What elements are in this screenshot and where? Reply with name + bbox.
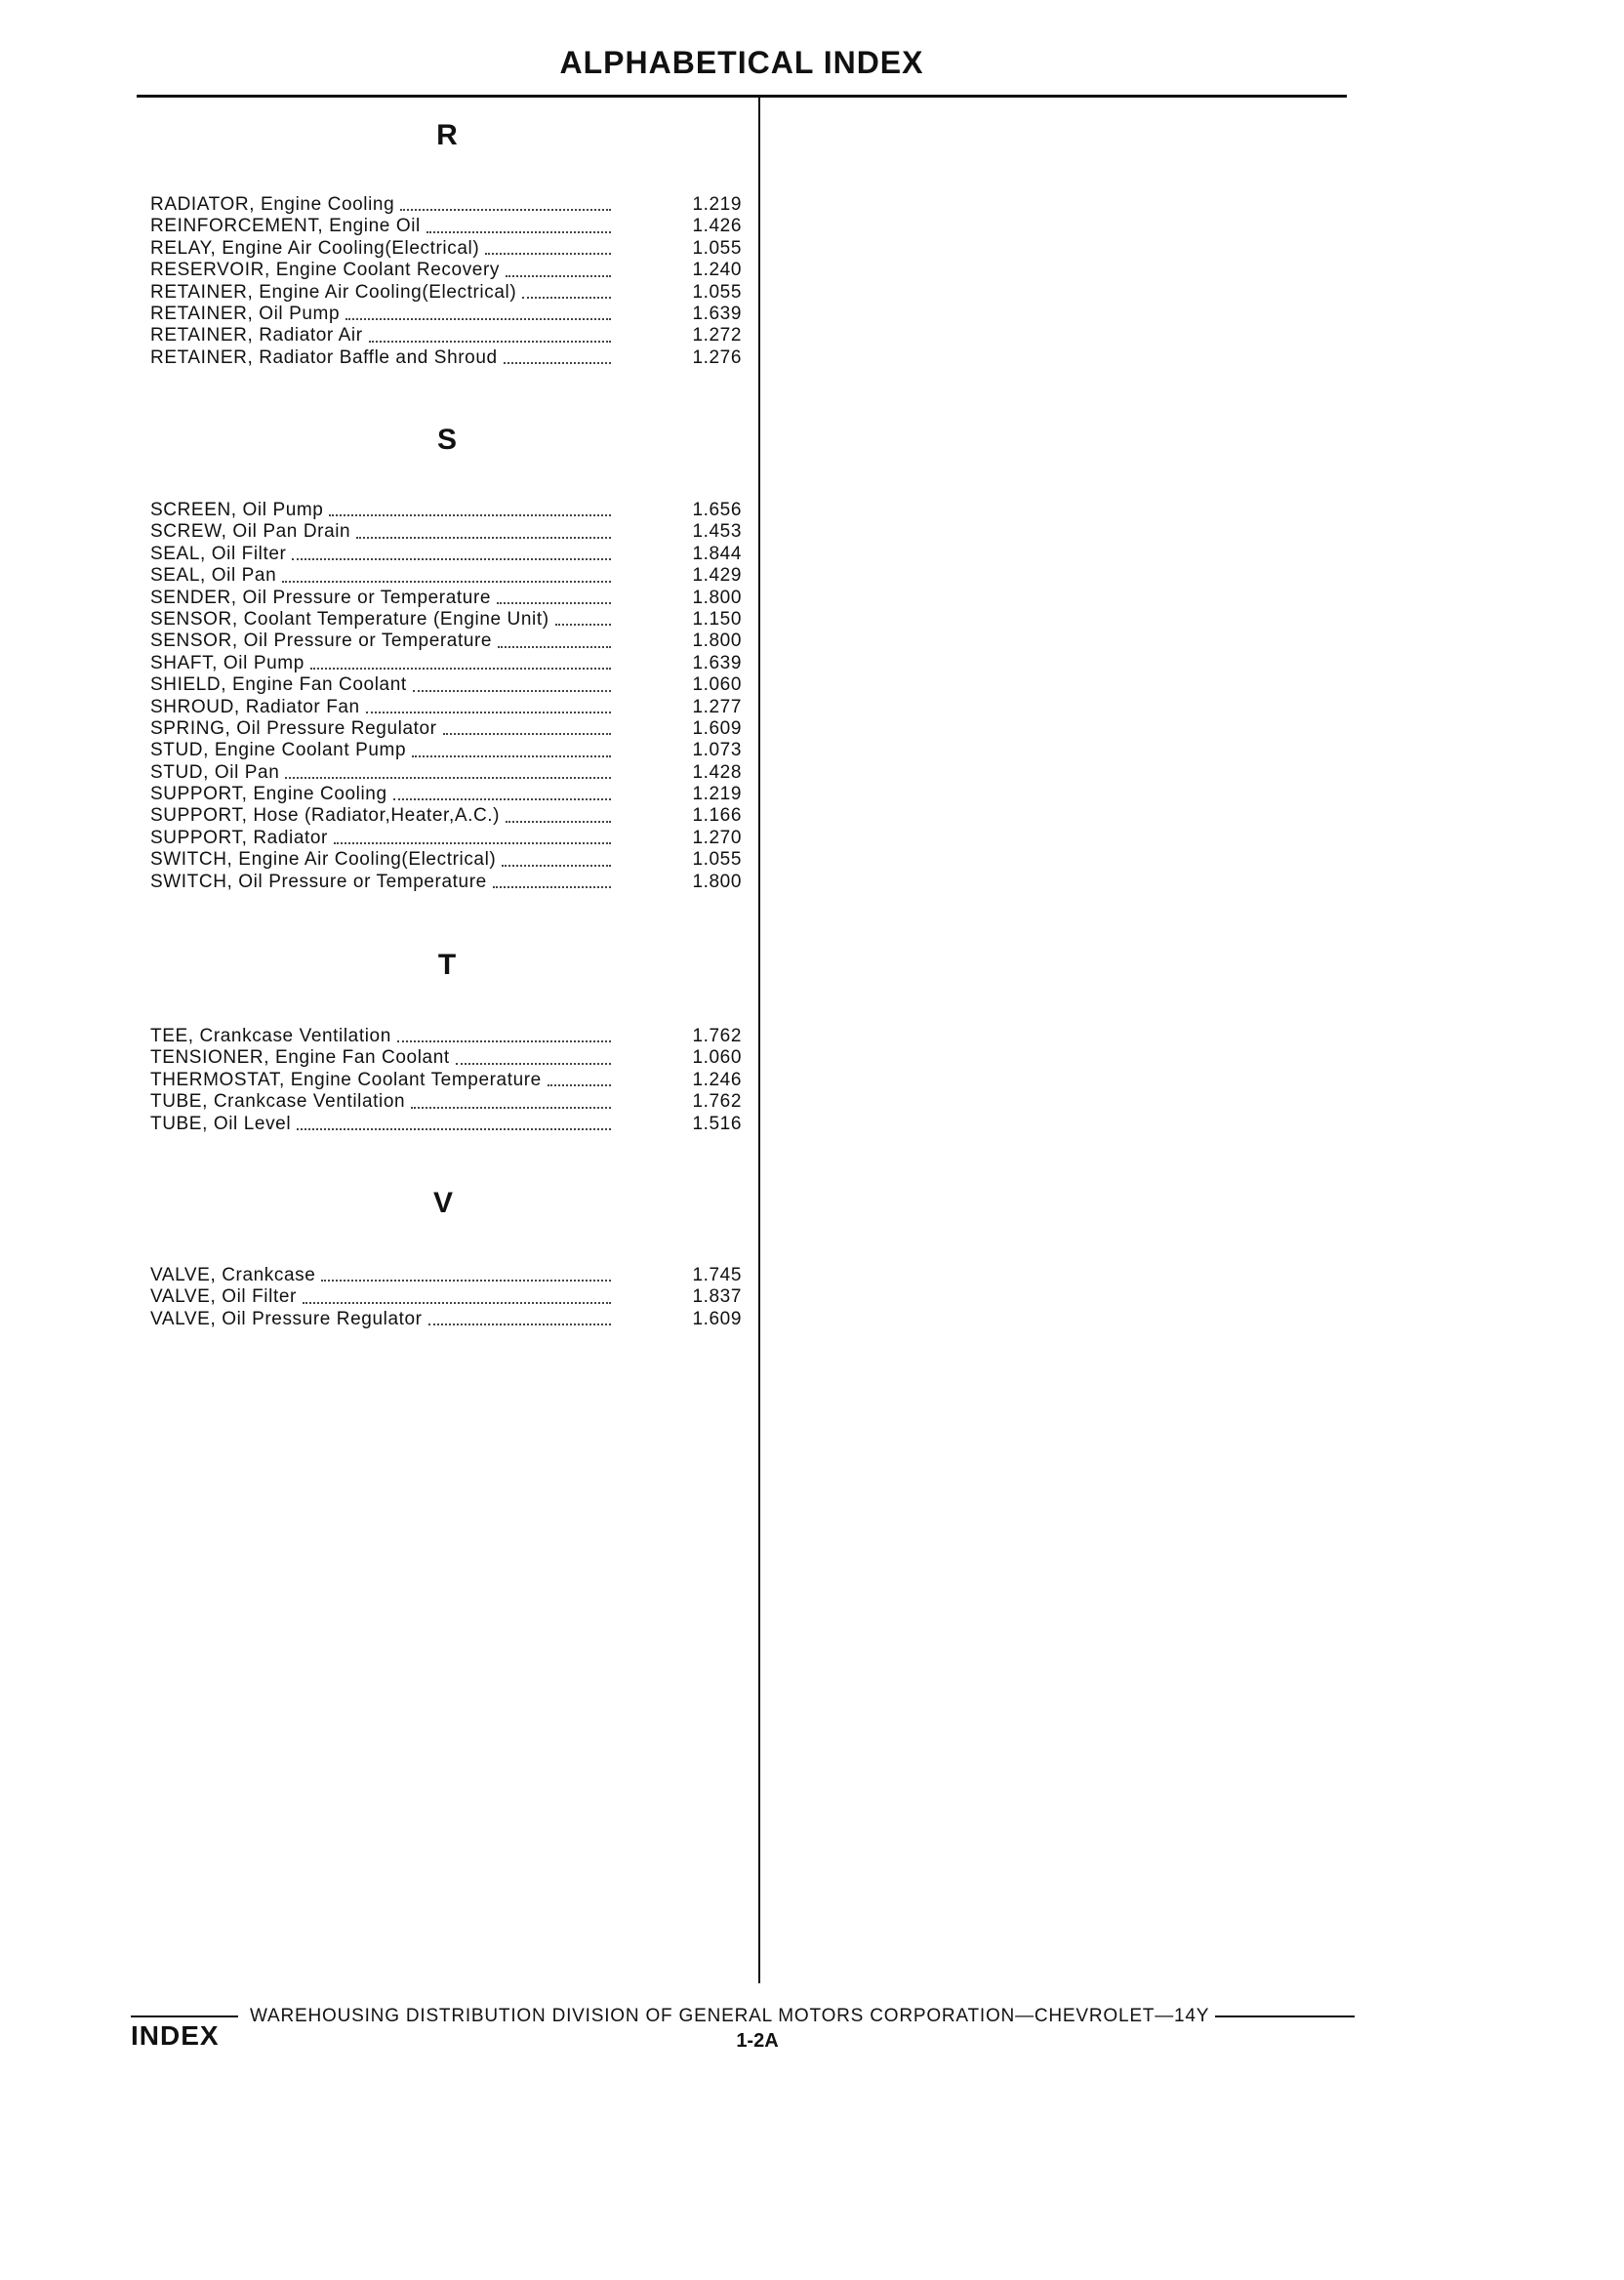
dot-leader	[292, 558, 611, 560]
index-entry-name: SHIELD, Engine Fan Coolant	[150, 674, 407, 696]
index-entry	[150, 565, 742, 587]
dot-leader	[504, 362, 611, 364]
index-entry	[150, 1026, 742, 1047]
dot-leader	[456, 1063, 611, 1065]
index-entry-name: VALVE, Crankcase	[150, 1265, 316, 1285]
index-entry-name: SUPPORT, Hose (Radiator,Heater,A.C.)	[150, 805, 501, 827]
dot-leader	[321, 1280, 611, 1282]
dot-leader	[502, 865, 611, 867]
dot-leader	[506, 821, 611, 823]
dot-leader	[548, 1084, 611, 1086]
index-entry-name: STUD, Oil Pan	[150, 761, 280, 783]
index-entry-page: 1.516	[692, 1113, 742, 1134]
footer-rule-right	[1215, 2015, 1355, 2017]
index-entry-name: TUBE, Oil Level	[150, 1113, 292, 1134]
index-entry-name: SCREW, Oil Pan Drain	[150, 521, 351, 543]
index-entry-page: 1.270	[692, 827, 742, 848]
index-entry	[150, 500, 742, 521]
index-entry	[150, 216, 742, 237]
dot-leader	[334, 842, 611, 844]
dot-leader	[310, 668, 611, 670]
dot-leader	[356, 537, 611, 539]
footer-publisher-line	[131, 2006, 1355, 2027]
index-entry	[150, 653, 742, 674]
index-entry-name: RETAINER, Radiator Air	[150, 325, 363, 346]
index-entry-name: SCREEN, Oil Pump	[150, 500, 324, 520]
index-entry	[150, 762, 742, 784]
index-entry-page: 1.844	[692, 543, 742, 564]
index-entry-page: 1.060	[692, 1047, 742, 1069]
dot-leader	[329, 514, 611, 516]
dot-leader	[400, 209, 611, 211]
index-entry	[150, 1091, 742, 1113]
dot-leader	[522, 297, 611, 299]
index-entry-page: 1.837	[692, 1286, 742, 1308]
index-entry	[150, 849, 742, 871]
index-entry-name: RETAINER, Radiator Baffle and Shroud	[150, 346, 498, 368]
index-entry-page: 1.240	[692, 260, 742, 281]
index-entry-page: 1.800	[692, 871, 742, 892]
index-entry-name: SPRING, Oil Pressure Regulator	[150, 717, 437, 739]
dot-leader	[555, 624, 611, 626]
index-entry-page: 1.055	[692, 281, 742, 303]
index-entry	[150, 805, 742, 827]
dot-leader	[397, 1040, 611, 1042]
index-entry	[150, 718, 742, 740]
dot-leader	[506, 275, 611, 277]
dot-leader	[345, 318, 611, 320]
dot-leader	[285, 777, 611, 779]
index-entry-page: 1.639	[692, 652, 742, 673]
index-entry-name: SUPPORT, Engine Cooling	[150, 784, 387, 805]
index-entry-page: 1.276	[692, 346, 742, 368]
index-entry	[150, 828, 742, 849]
index-entry	[150, 740, 742, 761]
index-entry-name: VALVE, Oil Pressure Regulator	[150, 1308, 423, 1329]
index-entry-page: 1.762	[692, 1091, 742, 1113]
index-entry	[150, 347, 742, 369]
dot-leader	[412, 755, 611, 757]
index-entry	[150, 325, 742, 346]
index-entry	[150, 521, 742, 543]
footer-section-label: INDEX	[131, 2020, 220, 2051]
index-entry-page: 1.277	[692, 696, 742, 717]
index-entry-name: RELAY, Engine Air Cooling(Electrical)	[150, 237, 480, 259]
index-entry-name: SENSOR, Oil Pressure or Temperature	[150, 631, 493, 652]
index-entry-name: REINFORCEMENT, Engine Oil	[150, 216, 421, 237]
index-entry	[150, 1286, 742, 1308]
index-entry-page: 1.800	[692, 587, 742, 608]
index-entry-page: 1.150	[692, 608, 742, 630]
index-entry-page: 1.800	[692, 631, 742, 652]
index-entry-name: SHROUD, Radiator Fan	[150, 696, 360, 717]
index-entry	[150, 304, 742, 325]
page-title: ALPHABETICAL INDEX	[559, 45, 924, 80]
index-entry-name: SHAFT, Oil Pump	[150, 652, 304, 673]
index-entry-page: 1.426	[692, 216, 742, 237]
index-entry	[150, 609, 742, 631]
index-entry-name: VALVE, Oil Filter	[150, 1286, 297, 1308]
header-rule	[137, 95, 1347, 98]
index-entry-page: 1.073	[692, 740, 742, 761]
section-t-entries	[150, 1026, 742, 1135]
index-entry	[150, 697, 742, 718]
index-entry	[150, 872, 742, 893]
index-entry-name: SUPPORT, Radiator	[150, 827, 328, 848]
dot-leader	[498, 646, 611, 648]
dot-leader	[426, 231, 611, 233]
index-entry-page: 1.656	[692, 500, 742, 520]
section-s-entries	[150, 500, 742, 893]
index-entry-page: 1.745	[692, 1265, 742, 1285]
index-entry	[150, 588, 742, 609]
index-entry	[150, 1070, 742, 1091]
index-entry-name: SENSOR, Coolant Temperature (Engine Unit)	[150, 608, 549, 630]
dot-leader	[369, 341, 611, 343]
index-entry-page: 1.762	[692, 1026, 742, 1046]
index-entry	[150, 1047, 742, 1069]
index-entry-name: RETAINER, Engine Air Cooling(Electrical)	[150, 281, 517, 303]
dot-leader	[366, 712, 611, 713]
index-entry	[150, 1309, 742, 1330]
index-entry-name: RADIATOR, Engine Cooling	[150, 194, 395, 215]
index-entry-page: 1.055	[692, 237, 742, 259]
section-r-entries	[150, 194, 742, 369]
index-entry-page: 1.429	[692, 565, 742, 587]
footer-page-number: 1-2A	[736, 2030, 779, 2052]
index-entry	[150, 282, 742, 304]
index-entry-page: 1.219	[692, 194, 742, 215]
footer-publisher: WAREHOUSING DISTRIBUTION DIVISION OF GENERAL MOTORS CORPORATION—CHEVROLET—14Y	[250, 2006, 1210, 2026]
dot-leader	[282, 581, 611, 583]
index-entry-name: TUBE, Crankcase Ventilation	[150, 1091, 406, 1113]
index-entry-page: 1.453	[692, 521, 742, 543]
dot-leader	[428, 1323, 611, 1325]
index-entry-page: 1.639	[692, 303, 742, 324]
section-letter-r: R	[436, 119, 458, 151]
section-letter-t: T	[437, 949, 457, 981]
index-entry-name: SENDER, Oil Pressure or Temperature	[150, 587, 492, 608]
dot-leader	[303, 1302, 611, 1304]
index-entry-name: SEAL, Oil Pan	[150, 565, 277, 587]
dot-leader	[493, 886, 611, 888]
dot-leader	[411, 1107, 611, 1109]
index-entry	[150, 631, 742, 652]
index-entry-page: 1.428	[692, 761, 742, 783]
dot-leader	[297, 1128, 611, 1130]
dot-leader	[485, 253, 611, 255]
index-entry	[150, 194, 742, 216]
dot-leader	[393, 798, 611, 800]
index-entry-page: 1.055	[692, 849, 742, 871]
index-entry	[150, 544, 742, 565]
index-entry-name: SWITCH, Engine Air Cooling(Electrical)	[150, 849, 497, 871]
index-entry-name: SEAL, Oil Filter	[150, 543, 287, 564]
index-entry-name: TENSIONER, Engine Fan Coolant	[150, 1047, 450, 1069]
index-entry	[150, 238, 742, 260]
index-entry-page: 1.060	[692, 674, 742, 696]
index-entry	[150, 1114, 742, 1135]
section-v-entries	[150, 1265, 742, 1330]
index-entry-page: 1.246	[692, 1069, 742, 1090]
index-entry	[150, 784, 742, 805]
index-entry-page: 1.166	[692, 805, 742, 827]
index-entry-name: THERMOSTAT, Engine Coolant Temperature	[150, 1069, 542, 1090]
index-entry	[150, 260, 742, 281]
dot-leader	[443, 733, 611, 735]
dot-leader	[413, 690, 611, 692]
footer-rule-left	[131, 2015, 238, 2017]
dot-leader	[497, 602, 611, 604]
index-entry-page: 1.609	[692, 1308, 742, 1329]
section-letter-s: S	[436, 424, 457, 456]
index-entry-name: RETAINER, Oil Pump	[150, 303, 341, 324]
index-entry	[150, 1265, 742, 1286]
index-entry-page: 1.609	[692, 717, 742, 739]
index-entry	[150, 674, 742, 696]
section-letter-v: V	[432, 1187, 453, 1219]
column-divider	[758, 95, 760, 1983]
index-entry-page: 1.219	[692, 784, 742, 805]
index-entry-name: STUD, Engine Coolant Pump	[150, 740, 407, 761]
index-entry-name: RESERVOIR, Engine Coolant Recovery	[150, 260, 500, 281]
index-entry-name: TEE, Crankcase Ventilation	[150, 1026, 391, 1046]
index-entry-name: SWITCH, Oil Pressure or Temperature	[150, 871, 487, 892]
index-entry-page: 1.272	[692, 325, 742, 346]
